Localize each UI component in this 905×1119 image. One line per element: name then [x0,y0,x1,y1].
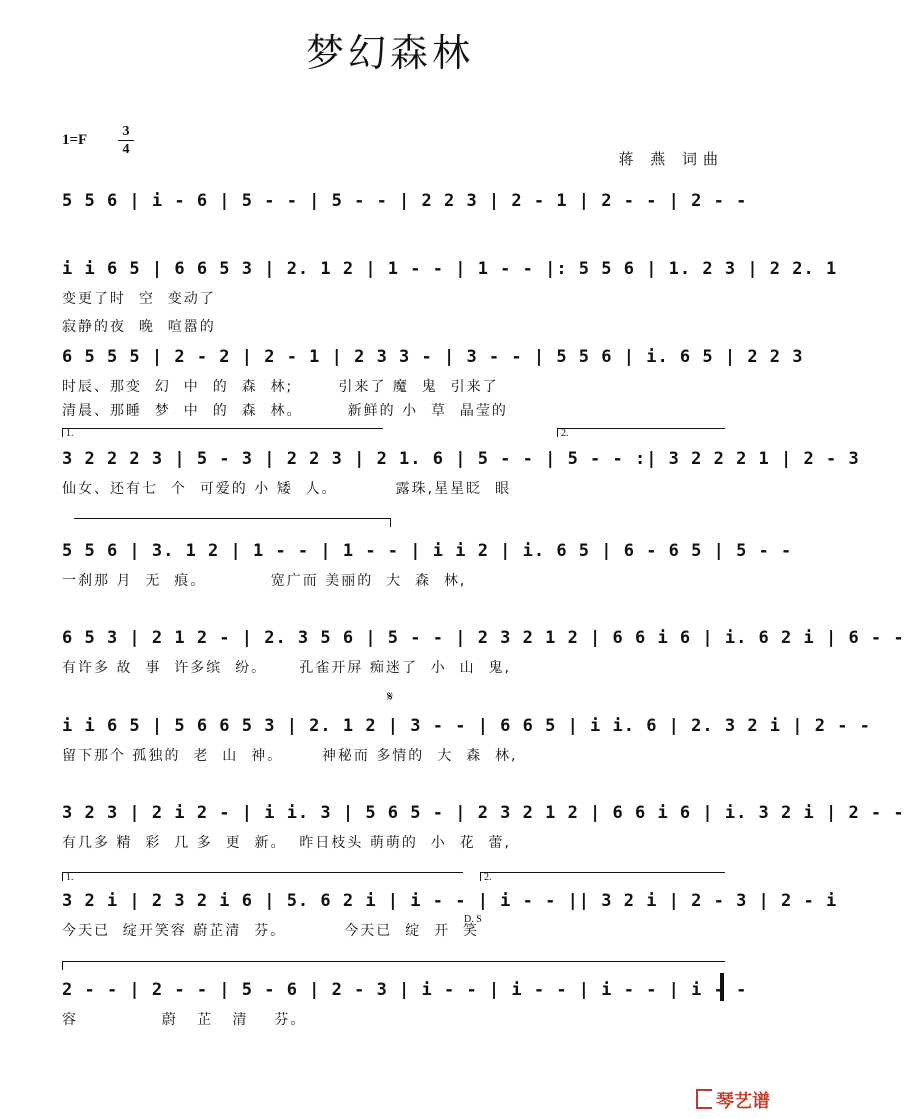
volta-1: 1. [62,872,463,881]
final-barline [720,973,724,1001]
lyric-line: 仙女、还有七 个 可爱的 小 矮 人。 露珠,星星眨 眼 [62,481,512,497]
time-signature [118,124,134,157]
notes-line: i i 6 5 | 5 6 6 5 3 | 2. 1 2 | 3 - - | 6 6 5 | i i. 6 | 2. 3 2 i | 2 - - [62,716,871,736]
lyric-line: 有许多 故 事 许多缤 纷。 孔雀开屏 痴迷了 小 山 鬼, [62,660,512,676]
ds-mark: D. S [464,914,482,925]
notes-line: 5 5 6 | 3. 1 2 | 1 - - | 1 - - | i i 2 | i. 6 5 | 6 - 6 5 | 5 - - [62,541,793,561]
notes-line: 2 - - | 2 - - | 5 - 6 | 2 - 3 | i - - | i - - | i - - | i - - [62,980,748,1000]
final-volta [62,961,725,970]
notes-line: 3 2 i | 2 3 2 i 6 | 5. 6 2 i | i - - | i - - || 3 2 i | 2 - 3 | 2 - i [62,891,838,911]
lyric-line: 清晨、那睡 梦 中 的 森 林。 新鲜的 小 草 晶莹的 [62,403,508,419]
volta-2: 2. [480,872,725,881]
lyric-line: 容 蔚 芷 清 芬。 [62,1012,307,1028]
meter-bottom: 4 [122,142,130,157]
lyric-line: 留下那个 孤独的 老 山 神。 神秘而 多情的 大 森 林, [62,748,518,764]
lyric-line: 今天已 绽开笑容 蔚芷清 芬。 今天已 绽 开 笑 [62,923,480,939]
watermark-text: 琴艺谱 [716,1091,770,1112]
lyric-line: 有几多 精 彩 几 多 更 新。 昨日枝头 萌萌的 小 花 蕾, [62,835,512,851]
notes-line: i i 6 5 | 6 6 5 3 | 2. 1 2 | 1 - - | 1 - - |: 5 5 6 | 1. 2 3 | 2 2. 1 [62,259,838,279]
volta-1-end [74,518,391,527]
logo-icon [696,1089,712,1109]
notes-line: 3 2 3 | 2 i 2 - | i i. 3 | 5 6 5 - | 2 3 2 1 2 | 6 6 i 6 | i. 3 2 i | 2 - - [62,803,905,823]
author-credit: 蒋 燕 词曲 [618,150,724,168]
lyric-line: 一刹那 月 无 痕。 宽广而 美丽的 大 森 林, [62,573,467,589]
segno-mark: 𝄋 [387,689,394,705]
watermark-logo [696,1087,770,1113]
notes-line: 6 5 5 5 | 2 - 2 | 2 - 1 | 2 3 3 - | 3 - - | 5 5 6 | i. 6 5 | 2 2 3 [62,347,804,367]
key-signature: 1=F [62,132,88,148]
meter-top: 3 [122,124,130,139]
notes-line: 3 2 2 2 3 | 5 - 3 | 2 2 3 | 2 1. 6 | 5 - - | 5 - - :| 3 2 2 2 1 | 2 - 3 [62,449,860,469]
song-title: 梦幻森林 [305,31,474,75]
lyric-line: 时辰、那变 幻 中 的 森 林; 引来了 魔 鬼 引来了 [62,379,499,395]
volta-1: 1. [62,428,383,437]
lyric-line: 变更了时 空 变动了 [62,291,216,307]
notes-line: 6 5 3 | 2 1 2 - | 2. 3 5 6 | 5 - - | 2 3 2 1 2 | 6 6 i 6 | i. 6 2 i | 6 - - [62,628,905,648]
notes-line: 5 5 6 | i - 6 | 5 - - | 5 - - | 2 2 3 | 2 - 1 | 2 - - | 2 - - [62,191,748,211]
lyric-line: 寂静的夜 晚 喧嚣的 [62,319,216,335]
volta-2: 2. [557,428,725,437]
